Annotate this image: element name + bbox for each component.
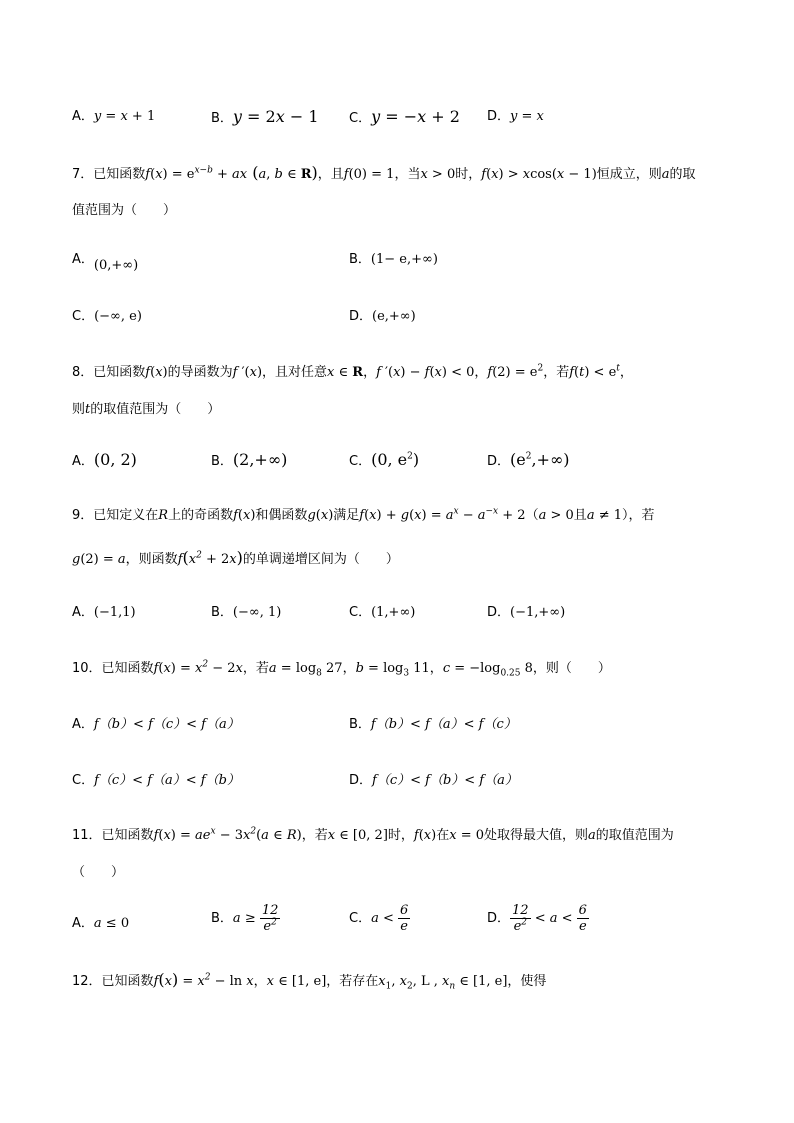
option-math: a [549, 911, 558, 926]
option-math: (−∞, 1) [232, 605, 282, 620]
q9-stem-line1 [72, 506, 655, 526]
stem-math: = $\log_3 11$ [363, 661, 430, 679]
stem-math: $x^2$ [195, 659, 209, 676]
stem-text: 和偶函数 [255, 508, 308, 523]
stem-math: x [229, 552, 237, 567]
stem-math: x [155, 167, 163, 182]
stem-math: x [420, 167, 428, 182]
option-math: f（b）< f（a）< f（c） [370, 717, 517, 732]
stem-math: ≠ 1 [594, 508, 623, 523]
stem-text: 已知定义在 [93, 508, 159, 523]
stem-math: f [343, 167, 349, 182]
option-math: + 2 [426, 107, 460, 126]
stem-math: $x^2$ [197, 972, 211, 989]
q9-option-c[interactable] [349, 603, 415, 623]
option-math: (1,+∞) [371, 605, 416, 620]
stem-math: a [661, 167, 670, 182]
stem-math: x [155, 365, 163, 380]
stem-math: ) < $e^t$ [584, 363, 620, 380]
stem-math: ∈ R [282, 167, 312, 182]
fraction-numerator: 12 [512, 903, 529, 918]
q10-option-a[interactable] [72, 715, 240, 735]
stem-text: 的取值范围为 [595, 828, 674, 843]
stem-math: x [163, 661, 171, 676]
option-letter: C． [349, 911, 372, 926]
stem-math: x [235, 661, 243, 676]
stem-math: f [487, 365, 493, 380]
stem-math: = $-\log_{0.25}$ 8 [450, 661, 533, 679]
stem-math: ( [150, 167, 156, 182]
stem-math: ( [237, 508, 243, 523]
stem-text: ，若存在 [326, 974, 379, 989]
question-number: 10． [72, 661, 102, 676]
stem-math: ( [409, 508, 415, 523]
option-math: x [120, 109, 128, 124]
stem-math: $x^2$ [188, 550, 202, 567]
option-letter: D． [487, 605, 511, 620]
q10-stem [72, 659, 611, 679]
q6-option-d[interactable] [487, 107, 544, 127]
stem-text: 的单调递增区间为（ ） [242, 552, 399, 567]
option-math: a [93, 916, 102, 931]
stem-math: $a^{-x}$ [477, 506, 499, 523]
stem-text: （ ） [72, 865, 125, 880]
stem-math: $a^x$ [445, 506, 459, 523]
stem-math: g [307, 508, 316, 523]
fraction [398, 903, 410, 934]
stem-math: x [243, 508, 251, 523]
stem-math: f [232, 365, 238, 380]
option-math: x [275, 107, 285, 126]
stem-text: 处取得最大值，则 [484, 828, 589, 843]
q11-option-a[interactable] [72, 914, 129, 934]
q10-option-c[interactable] [72, 771, 240, 791]
option-letter: A． [72, 454, 94, 469]
stem-math: ( [158, 661, 164, 676]
stem-math: f [145, 167, 151, 182]
option-letter: A． [72, 717, 94, 732]
stem-math: ( [182, 548, 189, 567]
stem-math: − 1) [564, 167, 597, 182]
q6-option-b[interactable] [211, 107, 319, 129]
stem-math: $x^2$ [243, 826, 257, 843]
stem-math: x [434, 365, 442, 380]
q12-stem [72, 970, 546, 992]
stem-math: f [145, 365, 151, 380]
option-math: (−1,+∞) [510, 605, 566, 620]
stem-text: ， [363, 365, 377, 380]
stem-math: R [158, 508, 169, 523]
stem-text: （ [525, 508, 539, 523]
stem-text: 已知函数 [101, 828, 154, 843]
q9-option-b[interactable] [211, 603, 281, 623]
q11-option-d[interactable] [487, 903, 589, 934]
stem-math: ( [256, 828, 262, 843]
question-number: 7． [72, 167, 94, 182]
stem-math: x [393, 365, 401, 380]
stem-math: − 3 [215, 828, 243, 843]
q8-option-b[interactable] [211, 450, 287, 472]
stem-text: 满足 [333, 508, 360, 523]
stem-text: 上的奇函数 [168, 508, 234, 523]
stem-math: ∈ [1, e] [455, 974, 508, 989]
stem-text: 已知函数 [93, 365, 146, 380]
stem-math: − 2 [208, 661, 236, 676]
option-letter: C． [349, 454, 372, 469]
stem-math: a [117, 552, 126, 567]
option-letter: A． [72, 252, 94, 267]
stem-math: $_1$, [385, 974, 400, 992]
option-letter: A． [72, 109, 94, 124]
stem-math: x [423, 828, 432, 843]
q10-option-b[interactable] [349, 715, 517, 735]
option-math: = 2 [241, 107, 276, 126]
option-math: (e,+∞) [372, 309, 416, 324]
fraction [577, 903, 589, 934]
option-math: f（c）< f（a）< f（b） [94, 773, 240, 788]
stem-math: x [163, 828, 171, 843]
option-math: a [232, 911, 241, 926]
option-math: $(e^2,+\infty)$ [510, 450, 570, 469]
option-letter: D． [349, 309, 373, 324]
stem-text: 且 [573, 508, 587, 523]
stem-math: ) [256, 365, 263, 380]
option-math: (−∞, e) [94, 309, 142, 324]
stem-math: ( [429, 365, 435, 380]
stem-math: x [266, 974, 274, 989]
option-letter: B． [211, 605, 233, 620]
stem-math: x [449, 828, 457, 843]
stem-math: − ln [210, 974, 247, 989]
fraction-denominator: $e^2$ [263, 917, 277, 934]
option-math: y [510, 109, 518, 124]
option-math: y [232, 107, 242, 126]
stem-math: = $\log_8 27$ [276, 661, 343, 679]
stem-math: ∈ [268, 828, 287, 843]
option-math: y [93, 109, 102, 124]
option-math: < [530, 911, 550, 926]
stem-math: ) [162, 365, 168, 380]
q10-option-d[interactable] [349, 771, 518, 791]
option-math: (0,+∞) [93, 258, 139, 273]
stem-math: ) [171, 970, 179, 989]
stem-math: x [378, 974, 386, 989]
stem-math: > 0 [546, 508, 574, 523]
stem-math: x [320, 508, 329, 523]
fraction [260, 903, 281, 934]
stem-math: f [359, 508, 365, 523]
stem-math: f [153, 828, 159, 843]
stem-math: f [424, 365, 430, 380]
stem-math: g [72, 552, 81, 567]
stem-math: a [586, 508, 595, 523]
stem-math: x [246, 974, 254, 989]
option-math: a [371, 911, 379, 926]
question-number: 8． [72, 365, 94, 380]
stem-math: a [261, 828, 269, 843]
option-letter: C． [72, 773, 95, 788]
stem-math: $_2$, L , [406, 974, 442, 992]
q8-stem-line1 [72, 363, 633, 383]
stem-math: + 2 [201, 552, 230, 567]
stem-text: ，且 [317, 167, 344, 182]
option-math: (−1,1) [93, 605, 136, 620]
option-math: y [371, 107, 381, 126]
stem-text: ，使得 [507, 974, 547, 989]
stem-math: ) = [170, 828, 196, 843]
stem-math: g [400, 508, 410, 523]
stem-math: $(2) = e^2$ [492, 363, 544, 380]
stem-text: ， [429, 661, 443, 676]
option-math: < [557, 911, 577, 926]
stem-math: c [442, 661, 451, 676]
stem-math: ) > [498, 167, 523, 182]
stem-math: x [556, 167, 565, 182]
option-letter: B． [211, 911, 233, 926]
option-letter: B． [349, 717, 371, 732]
fraction-numerator: 6 [578, 903, 587, 918]
stem-math: ) = [421, 508, 446, 523]
stem-math: ax [232, 167, 248, 182]
stem-math: x [164, 974, 172, 989]
stem-text: ， [474, 365, 488, 380]
stem-math: + 2 [498, 508, 526, 523]
stem-text: ，则函数 [125, 552, 178, 567]
stem-math: − [458, 508, 478, 523]
fraction-denominator: $e^2$ [513, 917, 527, 934]
stem-math: ) = [170, 661, 196, 676]
stem-math: ) + [376, 508, 401, 523]
stem-math: f [153, 661, 159, 676]
stem-text: 的取 [669, 167, 696, 182]
stem-text: ， [342, 661, 356, 676]
stem-math: $ae^x$ [195, 826, 216, 843]
stem-text: 的导函数为 [167, 365, 233, 380]
fraction-denominator: e [578, 919, 587, 934]
q9-option-a[interactable] [72, 603, 136, 623]
stem-math: x [491, 167, 499, 182]
q7-option-b[interactable] [349, 250, 438, 270]
stem-math: ) [311, 163, 318, 182]
stem-math: R [286, 828, 297, 843]
option-math: = [517, 109, 537, 124]
stem-math: = 0 [456, 828, 485, 843]
stem-math: ( [247, 163, 259, 182]
option-math: f（c）< f（b）< f（a） [372, 773, 518, 788]
stem-text: 恒成立，则 [596, 167, 662, 182]
stem-math: > 0 [427, 167, 456, 182]
stem-math: x [369, 508, 377, 523]
stem-math: f [481, 167, 487, 182]
stem-math: t [579, 365, 585, 380]
fraction [510, 903, 531, 934]
option-math: + 1 [127, 109, 156, 124]
q7-option-d[interactable] [349, 307, 416, 327]
stem-math: ) − [400, 365, 425, 380]
stem-text: 已知函数 [101, 661, 154, 676]
stem-math: ∈ [0, 2] [335, 828, 388, 843]
stem-math: f [376, 365, 381, 380]
stem-text: 时， [455, 167, 482, 182]
option-math: = [101, 109, 121, 124]
q8-option-d[interactable] [487, 450, 570, 472]
option-math: ≥ [240, 911, 260, 926]
stem-math: f [413, 828, 419, 843]
stem-math: ) [236, 548, 243, 567]
stem-text: ，若 [301, 828, 328, 843]
stem-math: f [569, 365, 575, 380]
stem-math: ′( [380, 365, 394, 380]
stem-math: x [522, 167, 531, 182]
q8-option-c[interactable] [349, 450, 419, 472]
option-letter: D． [487, 911, 511, 926]
stem-math: ) [296, 828, 302, 843]
question-number: 12． [72, 974, 102, 989]
option-math: (1− e,+∞) [370, 252, 438, 267]
stem-math: ( [158, 970, 165, 989]
stem-math: x [414, 508, 422, 523]
fraction-numerator: 6 [400, 903, 409, 918]
option-math: x [536, 109, 544, 124]
option-math: (2,+∞) [232, 450, 288, 469]
q9-option-d[interactable] [487, 603, 565, 623]
option-math: (0, $e^2$) [371, 450, 420, 469]
stem-math: a [268, 661, 277, 676]
stem-math: $x_n$ [442, 974, 456, 992]
option-math: = − [380, 107, 418, 126]
fraction-denominator: e [400, 919, 408, 934]
stem-math: b [355, 661, 364, 676]
option-letter: B． [211, 111, 233, 126]
stem-math: a [538, 508, 547, 523]
option-letter: D． [487, 109, 511, 124]
option-letter: B． [349, 252, 371, 267]
stem-math: ( [158, 828, 164, 843]
stem-math: x [327, 365, 335, 380]
stem-math: ) [328, 508, 334, 523]
stem-text: 则 [72, 402, 86, 417]
option-math: x [417, 107, 427, 126]
q11-stem-line1 [72, 826, 674, 846]
question-number: 9． [72, 508, 94, 523]
option-math: (0, 2) [93, 450, 137, 469]
stem-math: a [258, 167, 267, 182]
q6-option-a[interactable] [72, 107, 155, 127]
stem-text: 已知函数 [101, 974, 154, 989]
stem-math: ( [150, 365, 156, 380]
option-letter: A． [72, 605, 94, 620]
stem-text: ，当 [394, 167, 421, 182]
stem-math: ( [486, 167, 492, 182]
question-number: 11． [72, 828, 102, 843]
q7-option-c[interactable] [72, 307, 142, 327]
stem-text: 时， [387, 828, 414, 843]
option-letter: C． [349, 605, 372, 620]
stem-math: (2) = [80, 552, 118, 567]
stem-math: ∈ R [334, 365, 364, 380]
q7-stem-line2 [72, 201, 176, 221]
option-letter: D． [487, 454, 511, 469]
option-letter: A． [72, 916, 94, 931]
q11-option-c[interactable] [349, 903, 410, 934]
option-letter: C． [349, 111, 372, 126]
option-math: f（b）< f（c）< f（a） [93, 717, 240, 732]
stem-math: cos( [530, 167, 557, 182]
stem-text: 值范围为（ ） [72, 203, 177, 218]
q7-option-a[interactable] [72, 250, 139, 273]
q9-stem-line2 [72, 548, 399, 570]
stem-math: f [153, 974, 159, 989]
stem-math: x [327, 828, 336, 843]
q7-stem-line1 [72, 163, 696, 185]
stem-math: f [233, 508, 238, 523]
option-math: − 1 [284, 107, 319, 126]
stem-math: x [399, 974, 407, 989]
stem-text: ，若 [242, 661, 269, 676]
stem-text: 的取值范围为（ ） [90, 402, 221, 417]
stem-math: , [266, 167, 275, 182]
stem-math: ) [250, 508, 256, 523]
stem-math: (0) = 1 [348, 167, 395, 182]
stem-text: 已知函数 [93, 167, 146, 182]
stem-text: ， [619, 365, 633, 380]
stem-text: ，则（ ） [532, 661, 611, 676]
fraction-numerator: 12 [261, 903, 279, 918]
stem-math: ∈ [1, e] [274, 974, 327, 989]
q11-stem-line2 [72, 863, 124, 883]
q8-option-a[interactable] [72, 450, 137, 472]
stem-math: ′( [237, 365, 250, 380]
q8-stem-line2 [72, 400, 220, 420]
stem-math: b [274, 167, 283, 182]
stem-math: ) [431, 828, 437, 843]
stem-math: ( [418, 828, 424, 843]
stem-text: ），若 [622, 508, 655, 523]
stem-math: ) < 0 [441, 365, 475, 380]
option-letter: D． [349, 773, 373, 788]
q6-option-c[interactable] [349, 107, 460, 129]
option-math: ≤ 0 [101, 916, 130, 931]
stem-text: 在 [436, 828, 450, 843]
stem-text: ，若 [543, 365, 570, 380]
option-math: < [378, 911, 399, 926]
stem-math: x [249, 365, 257, 380]
stem-math: ( [364, 508, 370, 523]
stem-math: ) = $e^{x-b}$ + [162, 165, 233, 182]
q11-option-b[interactable] [211, 903, 280, 934]
stem-text: ，且对任意 [262, 365, 328, 380]
stem-math: ( [574, 365, 580, 380]
stem-math: f [177, 552, 183, 567]
stem-text: ， [253, 974, 267, 989]
stem-math: t [85, 402, 91, 417]
stem-math: a [588, 828, 596, 843]
stem-math: = [178, 974, 198, 989]
option-letter: C． [72, 309, 95, 324]
stem-math: ( [315, 508, 321, 523]
option-letter: B． [211, 454, 233, 469]
